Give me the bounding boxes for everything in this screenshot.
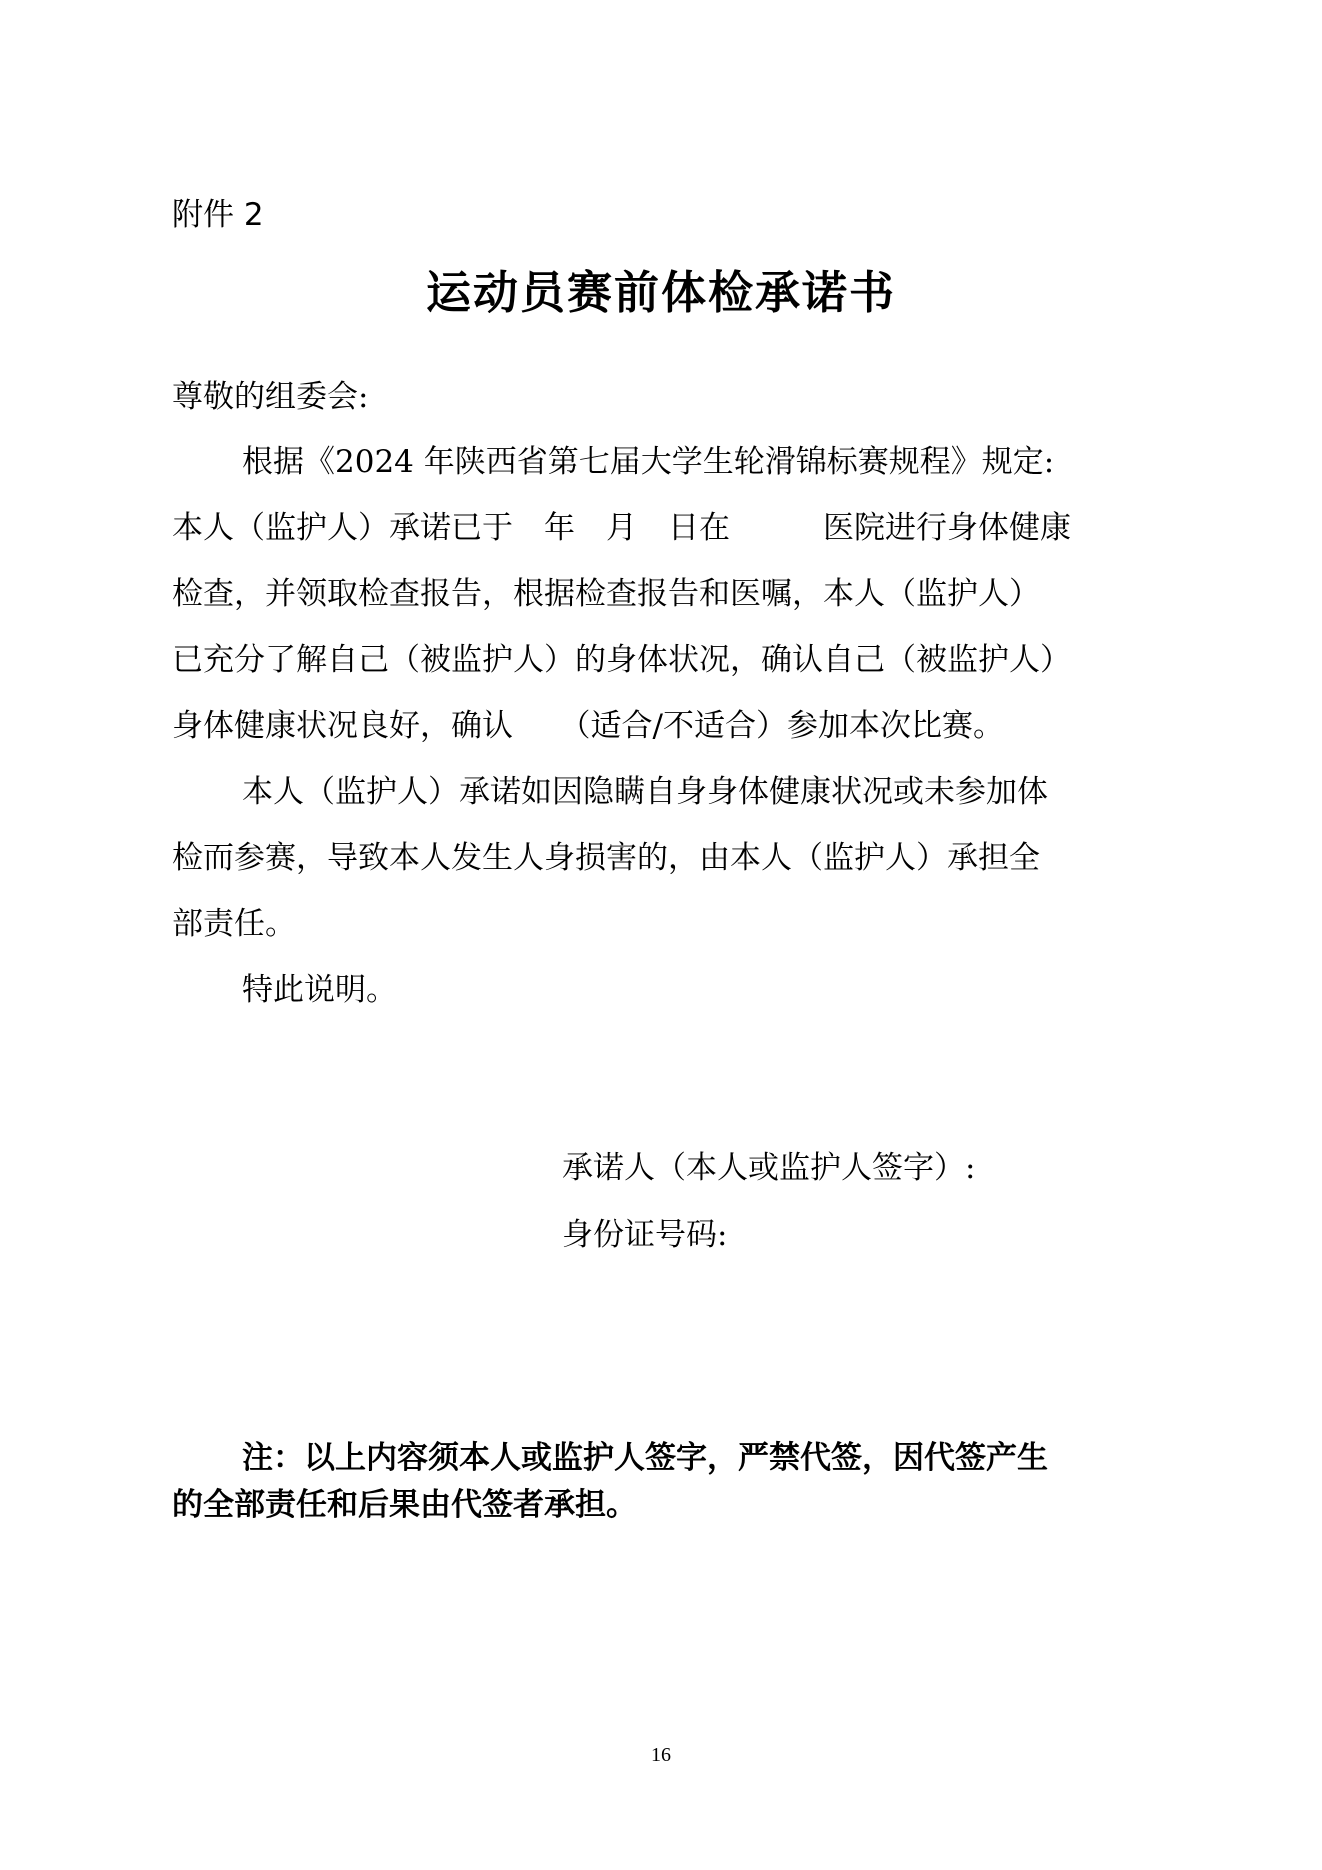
- page-title: 运动员赛前体检承诺书: [425, 266, 896, 319]
- signer-label: 承诺人（本人或监护人签字）:: [562, 1150, 976, 1186]
- body-line: 本人（监护人）承诺如因隐瞒自身身体健康状况或未参加体: [242, 774, 1048, 810]
- page-number: 16: [651, 1744, 671, 1766]
- attachment-label: 附件 2: [172, 197, 264, 233]
- note-line: 注：以上内容须本人或监护人签字，严禁代签，因代签产生: [242, 1440, 1048, 1476]
- body-line: 检而参赛，导致本人发生人身损害的，由本人（监护人）承担全: [172, 840, 1040, 876]
- id-number-label: 身份证号码:: [562, 1217, 728, 1253]
- salutation: 尊敬的组委会:: [172, 379, 369, 415]
- body-line: 根据《2024 年陕西省第七届大学生轮滑锦标赛规程》规定:: [242, 444, 1055, 480]
- body-line: 已充分了解自己（被监护人）的身体状况，确认自己（被监护人）: [172, 642, 1071, 678]
- body-line: 身体健康状况良好，确认 （适合/不适合）参加本次比赛。: [172, 708, 1004, 744]
- body-line: 检查，并领取检查报告，根据检查报告和医嘱，本人（监护人）: [172, 576, 1040, 612]
- body-line: 特此说明。: [242, 972, 397, 1008]
- note-line: 的全部责任和后果由代签者承担。: [172, 1487, 637, 1523]
- body-line: 本人（监护人）承诺已于 年 月 日在 医院进行身体健康: [172, 510, 1071, 546]
- body-line: 部责任。: [172, 906, 296, 942]
